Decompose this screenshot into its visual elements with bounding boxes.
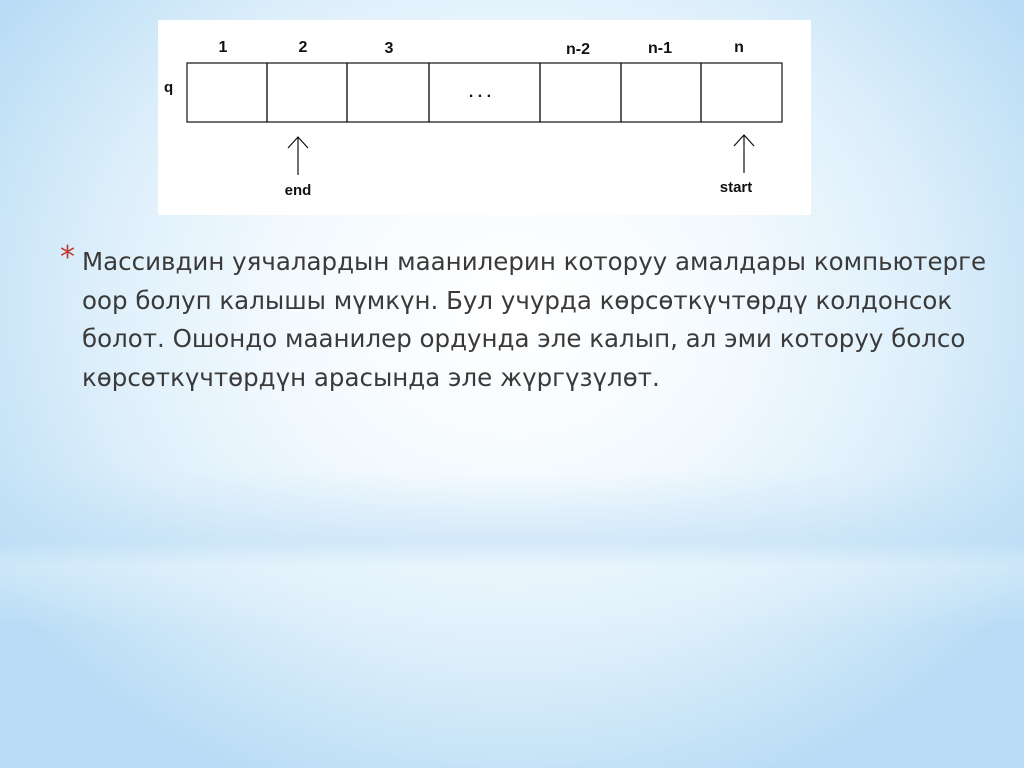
bullet-text: Массивдин уячалардын маанилерин которуу амалдары компьютерге оор болуп калышы мүмкүн. Бул учурда көрсөткүчтөрдү колдонсок болот. Ошондо маанилер ордунда эле калып, ал эми которуу болсо көрсөткүчтөрдүн арасында эле жүргүзүлөт. xyxy=(82,247,987,392)
queue-cell-n-2 xyxy=(540,63,621,122)
start-pointer-arrow xyxy=(734,135,754,173)
background-band xyxy=(0,470,1024,630)
queue-cell-3 xyxy=(347,63,429,122)
queue-label: q xyxy=(164,79,174,96)
cell-index-label-2: 2 xyxy=(298,39,308,56)
ellipsis-label: . . . xyxy=(468,84,492,101)
cell-index-label-n-1: n-1 xyxy=(648,40,672,57)
bullet-asterisk-icon: * xyxy=(60,240,75,275)
cell-index-label-n: n xyxy=(734,39,744,56)
end-pointer-label: end xyxy=(284,182,312,199)
start-pointer-label: start xyxy=(719,179,753,196)
queue-cell-n-1 xyxy=(621,63,701,122)
queue-diagram xyxy=(158,20,811,215)
cell-index-label-n-2: n-2 xyxy=(566,41,590,58)
cell-index-label-1: 1 xyxy=(218,39,228,56)
cell-index-label-3: 3 xyxy=(384,40,394,57)
queue-cell-n xyxy=(701,63,782,122)
end-pointer-arrow xyxy=(288,137,308,175)
queue-diagram-svg xyxy=(158,20,811,215)
queue-cell-2 xyxy=(267,63,347,122)
queue-cell-1 xyxy=(187,63,267,122)
bullet-paragraph xyxy=(60,240,990,397)
